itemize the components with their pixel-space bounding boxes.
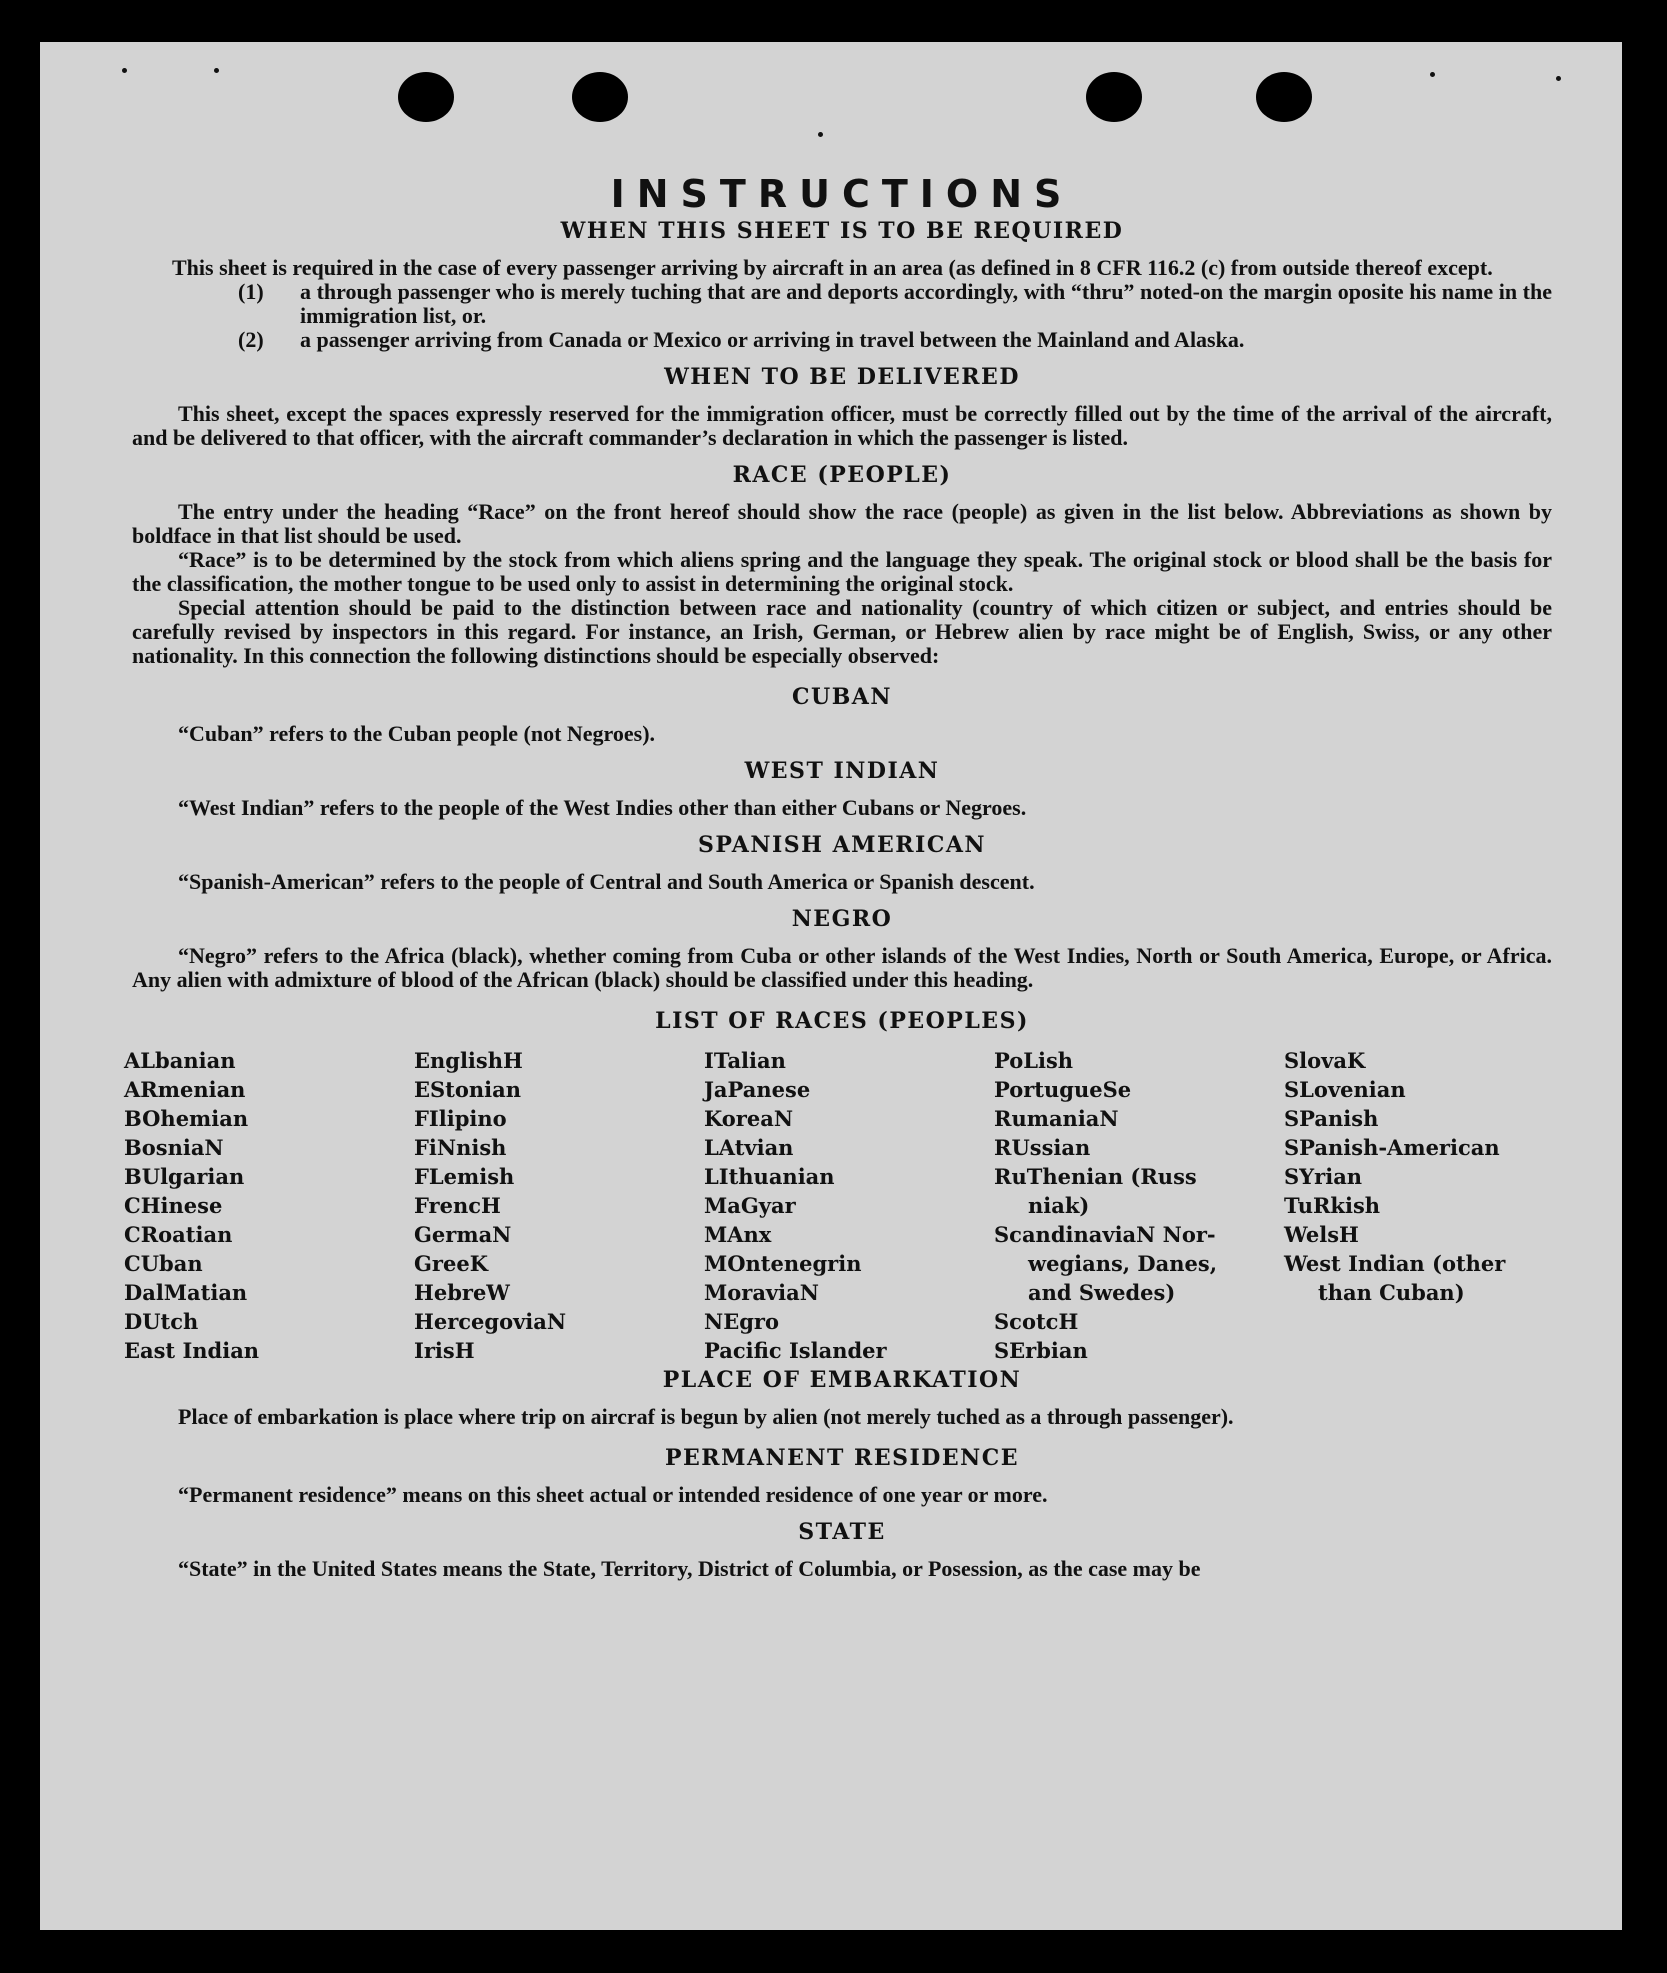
required-intro: This sheet is required in the case of every passenger arriving by aircraft in an area (as defined in 8 CFR 116.2 (c) from outside thereof except. [172,255,1493,280]
heading-embarkation: PLACE OF EMBARKATION [662,1367,1022,1393]
race-entry: FrencH [414,1193,501,1218]
race-column-1 [124,1046,414,1365]
embarkation-text: Place of embarkation is place where trip on aircraf is begun by alien (not merely tuched as a through passenger). [178,1404,1234,1429]
document-page [40,42,1622,1930]
heading-list-of-races: LIST OF RACES (PEOPLES) [655,1008,1029,1034]
race-entry: MAnx [704,1222,772,1247]
heading-negro: NEGRO [791,906,893,932]
instructions-content [124,172,1552,1581]
race-entry: East Indian [124,1338,260,1363]
heading-delivered: WHEN TO BE DELIVERED [664,364,1020,390]
race-entry: JaPanese [704,1077,811,1102]
heading-state: STATE [798,1519,886,1545]
race-entry: FIlipino [414,1106,507,1131]
race-entry: ITalian [704,1048,786,1073]
speck [214,68,219,73]
race-paragraph-2: “Race” is to be determined by the stock from which aliens spring and the language they speak. The original stock or blood shall be the basis for the classification, the mother tongue to be used only to assist in determining the original stock. [132,547,1552,596]
race-entry: SYrian [1284,1164,1363,1189]
race-entry: BOhemian [124,1106,249,1131]
race-entry: DalMatian [124,1280,248,1305]
race-entry: RUssian [994,1135,1091,1160]
race-entry: GermaN [414,1222,512,1247]
race-entry: SErbian [994,1338,1088,1363]
required-item-2: (2) a passenger arriving from Canada or Mexico or arriving in travel between the Mainland and Alaska. [238,327,1245,352]
race-entry: EnglishH [414,1048,523,1073]
race-entry: ALbanian [124,1048,236,1073]
race-entry: SlovaK [1284,1048,1366,1073]
punch-hole [1086,72,1142,122]
race-entry-continued: than Cuban) [1318,1280,1465,1305]
race-entry: TuRkish [1284,1193,1381,1218]
race-entry: RumaniaN [994,1106,1119,1131]
race-entry: PortugueSe [994,1077,1132,1102]
punch-hole [1256,72,1312,122]
race-entry: RuThenian (Russ [994,1164,1197,1189]
race-entry: HercegoviaN [414,1309,567,1334]
race-entry: HebreW [414,1280,510,1305]
permanent-residence-text: “Permanent residence” means on this sheet actual or intended residence of one year or more. [178,1482,1048,1507]
race-entry-continued: niak) [1028,1193,1090,1218]
race-entry: BUlgarian [124,1164,245,1189]
heading-permanent-residence: PERMANENT RESIDENCE [665,1445,1019,1471]
race-entry: LIthuanian [704,1164,835,1189]
race-entry: BosniaN [124,1135,224,1160]
race-entry: SPanish [1284,1106,1379,1131]
race-column-4 [994,1046,1284,1365]
race-entry: ScandinaviaN Nor- [994,1222,1216,1247]
heading-west-indian: WEST INDIAN [744,758,940,784]
race-entry: CHinese [124,1193,223,1218]
race-entry: ARmenian [124,1077,246,1102]
race-entry: EStonian [414,1077,521,1102]
race-entry: Pacific Islander [704,1338,887,1363]
race-entry: WelsH [1284,1222,1359,1247]
race-entry-continued: wegians, Danes, [1028,1251,1217,1276]
required-item-1: (1) a through passenger who is merely tuching that are and deports accordingly, with “thru” noted-on the margin oposite his name in the immigration list, or. [238,279,1552,328]
speck [1430,72,1435,77]
spanish-american-text: “Spanish-American” refers to the people of Central and South America or Spanish descent. [178,869,1035,894]
punch-hole [398,72,454,122]
race-entry: SPanish-American [1284,1135,1500,1160]
race-entry: CUban [124,1251,203,1276]
heading-race: RACE (PEOPLE) [732,462,952,488]
speck [818,132,823,137]
race-entry: MaGyar [704,1193,796,1218]
race-entry: NEgro [704,1309,779,1334]
heading-required: WHEN THIS SHEET IS TO BE REQUIRED [560,218,1124,244]
race-entry: ScotcH [994,1309,1079,1334]
race-entry: LAtvian [704,1135,794,1160]
west-indian-text: “West Indian” refers to the people of the West Indies other than either Cubans or Negroes. [178,795,1027,820]
race-list [124,1046,1552,1365]
race-entry: PoLish [994,1048,1074,1073]
race-entry: SLovenian [1284,1077,1406,1102]
race-entry: FiNnish [414,1135,507,1160]
cuban-text: “Cuban” refers to the Cuban people (not Negroes). [178,721,656,746]
punch-hole [572,72,628,122]
race-entry-continued: and Swedes) [1028,1280,1176,1305]
race-entry: West Indian (other [1284,1251,1506,1276]
race-entry: KoreaN [704,1106,794,1131]
race-paragraph-1: The entry under the heading “Race” on the front hereof should show the race (people) as given in the list below. Abbreviations as shown by boldface in that list should be used. [132,499,1552,548]
race-entry: IrisH [414,1338,475,1363]
race-entry: GreeK [414,1251,488,1276]
speck [122,68,127,73]
race-column-2 [414,1046,704,1365]
page-title: INSTRUCTIONS [610,172,1074,216]
race-entry: CRoatian [124,1222,233,1247]
race-entry: MOntenegrin [704,1251,862,1276]
heading-spanish-american: SPANISH AMERICAN [697,832,987,858]
state-text: “State” in the United States means the State, Territory, District of Columbia, or Posession, as the case may be [178,1556,1201,1581]
race-entry: FLemish [414,1164,515,1189]
race-entry: MoraviaN [704,1280,819,1305]
negro-text: “Negro” refers to the Africa (black), whether coming from Cuba or other islands of the West Indies, North or South America, Europe, or Africa. Any alien with admixture of blood of the African (black) should be classified under this heading. [132,943,1552,992]
race-paragraph-3: Special attention should be paid to the distinction between race and nationality (country of which citizen or subject, and entries should be carefully revised by inspectors in this regard. For instance, an Irish, German, or Hebrew alien by race might be of English, Swiss, or any other nationality. In this connection the following distinctions should be especially observed: [132,595,1552,668]
race-entry: DUtch [124,1309,199,1334]
speck [1556,76,1561,81]
delivered-text: This sheet, except the spaces expressly reserved for the immigration officer, must be correctly filled out by the time of the arrival of the aircraft, and be delivered to that officer, with the aircraft commander’s declaration in which the passenger is listed. [132,401,1552,450]
heading-cuban: CUBAN [792,684,892,710]
race-column-3 [704,1046,994,1365]
race-column-5 [1284,1046,1544,1365]
